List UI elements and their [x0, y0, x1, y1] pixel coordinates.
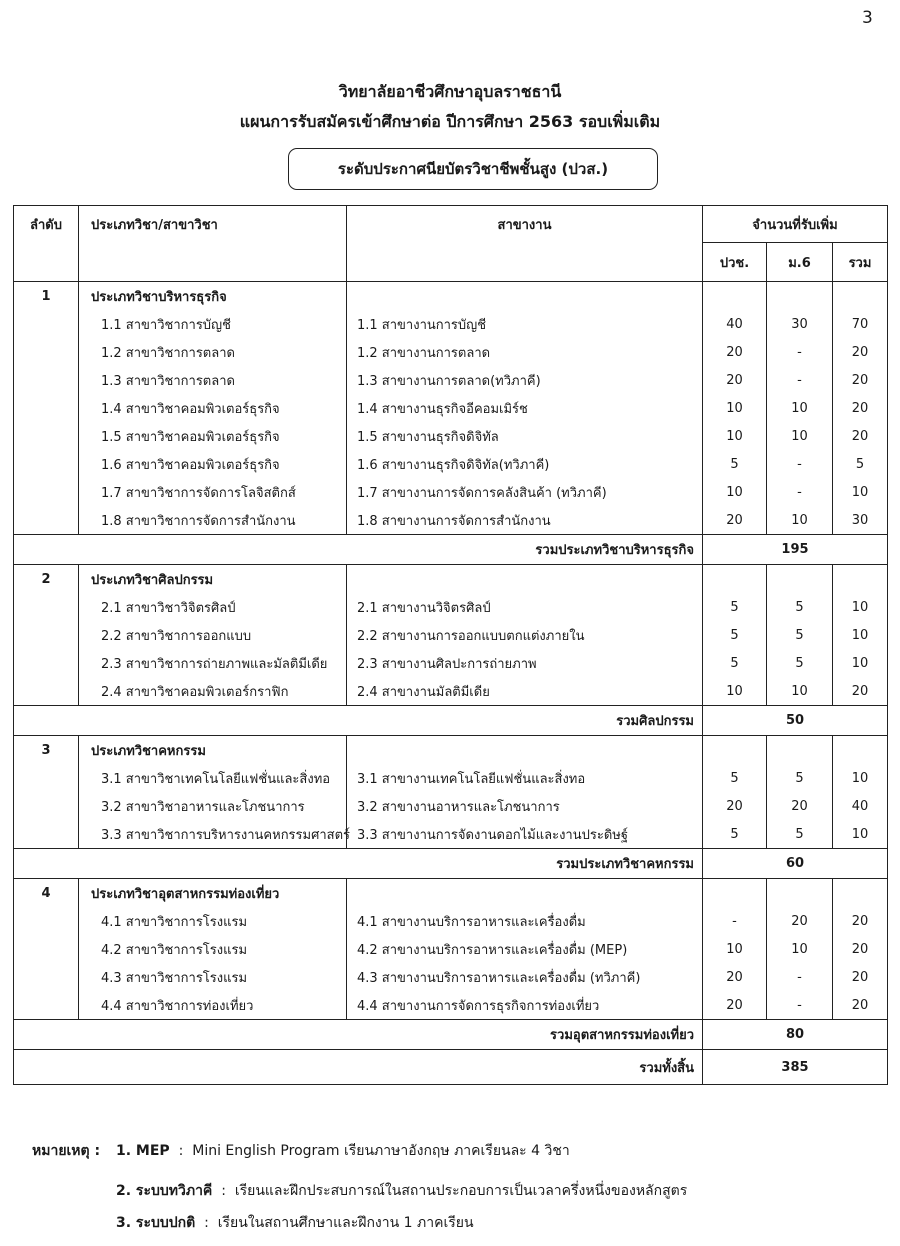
- program-name: 4.2 สาขาวิชาการโรงแรม: [101, 942, 248, 958]
- m6-count: -: [767, 991, 833, 1020]
- empty-cell: [14, 991, 79, 1020]
- admission-plan-table: [13, 205, 888, 1085]
- pvc-count: 10: [703, 478, 767, 506]
- level-box: [288, 148, 658, 190]
- pvc-count: 10: [703, 394, 767, 422]
- table-header-row: [14, 206, 888, 243]
- subtotal-value: 50: [703, 706, 888, 736]
- m6-count: -: [767, 478, 833, 506]
- note-sep: :: [221, 1183, 226, 1199]
- table-row: [14, 935, 888, 963]
- table-row: [14, 991, 888, 1020]
- empty-cell: [14, 506, 79, 535]
- subtotal-label: รวมศิลปกรรม: [14, 706, 703, 736]
- program-name: 1.7 สาขาวิชาการจัดการโลจิสติกส์: [101, 485, 296, 501]
- empty-cell: [14, 394, 79, 422]
- row-total: 10: [833, 593, 888, 621]
- empty-cell: [14, 310, 79, 338]
- empty-cell: [14, 621, 79, 649]
- empty-cell: [703, 282, 767, 311]
- m6-count: 10: [767, 677, 833, 706]
- note-sep: :: [204, 1215, 209, 1231]
- header-quota: จำนวนที่รับเพิ่ม: [703, 206, 888, 243]
- program-cell: [79, 366, 347, 394]
- category-row: [14, 565, 888, 594]
- m6-count: 10: [767, 394, 833, 422]
- table-row: [14, 621, 888, 649]
- pvc-count: 5: [703, 450, 767, 478]
- pvc-count: 5: [703, 649, 767, 677]
- table-row: [14, 792, 888, 820]
- table-row: [14, 506, 888, 535]
- branch-name: 1.3 สาขางานการตลาด(ทวิภาคี): [347, 366, 703, 394]
- program-cell: [79, 478, 347, 506]
- empty-cell: [14, 450, 79, 478]
- m6-count: -: [767, 338, 833, 366]
- empty-cell: [14, 935, 79, 963]
- pvc-count: 5: [703, 820, 767, 849]
- empty-cell: [14, 593, 79, 621]
- table-row: [14, 338, 888, 366]
- row-total: 20: [833, 338, 888, 366]
- branch-name: 2.2 สาขางานการออกแบบตกแต่งภายใน: [347, 621, 703, 649]
- pvc-count: 20: [703, 792, 767, 820]
- m6-count: 10: [767, 422, 833, 450]
- empty-cell: [14, 907, 79, 935]
- header-program: ประเภทวิชา/สาขาวิชา: [79, 206, 347, 282]
- empty-cell: [833, 282, 888, 311]
- note-key: 3. ระบบปกติ: [116, 1215, 196, 1231]
- table-row: [14, 677, 888, 706]
- branch-name: 1.6 สาขางานธุรกิจดิจิทัล(ทวิภาคี): [347, 450, 703, 478]
- program-cell: [79, 677, 347, 706]
- row-total: 10: [833, 764, 888, 792]
- header-pvc: ปวช.: [703, 243, 767, 282]
- note-key: 2. ระบบทวิภาคี: [116, 1183, 213, 1199]
- table-row: [14, 366, 888, 394]
- empty-cell: [14, 366, 79, 394]
- empty-cell: [833, 879, 888, 908]
- header-branch: สาขางาน: [347, 206, 703, 282]
- row-total: 70: [833, 310, 888, 338]
- row-total: 30: [833, 506, 888, 535]
- row-total: 10: [833, 478, 888, 506]
- row-total: 20: [833, 907, 888, 935]
- program-cell: [79, 935, 347, 963]
- table-row: [14, 310, 888, 338]
- page-number: 3: [862, 8, 873, 28]
- m6-count: 5: [767, 649, 833, 677]
- note-sep: :: [178, 1143, 184, 1159]
- program-cell: [79, 621, 347, 649]
- note-text: เรียนและฝึกประสบการณ์ในสถานประกอบการเป็นเวลาครึ่งหนึ่งของหลักสูตร: [234, 1183, 688, 1199]
- m6-count: 10: [767, 506, 833, 535]
- program-name: 1.1 สาขาวิชาการบัญชี: [101, 317, 231, 333]
- empty-cell: [14, 677, 79, 706]
- pvc-count: 10: [703, 935, 767, 963]
- note-text: เรียนในสถานศึกษาและฝึกงาน 1 ภาคเรียน: [217, 1215, 474, 1231]
- branch-name: 2.1 สาขางานวิจิตรศิลป์: [347, 593, 703, 621]
- plan-title: แผนการรับสมัครเข้าศึกษาต่อ ปีการศึกษา 2563 รอบเพิ่มเติม: [239, 112, 661, 131]
- row-total: 20: [833, 991, 888, 1020]
- table-row: [14, 764, 888, 792]
- row-total: 10: [833, 649, 888, 677]
- program-cell: [79, 593, 347, 621]
- table-row: [14, 963, 888, 991]
- branch-name: 4.4 สาขางานการจัดการธุรกิจการท่องเที่ยว: [347, 991, 703, 1020]
- branch-name: 2.3 สาขางานศิลปะการถ่ายภาพ: [347, 649, 703, 677]
- branch-name: 4.2 สาขางานบริการอาหารและเครื่องดื่ม (MEP): [347, 935, 703, 963]
- subtotal-value: 80: [703, 1020, 888, 1050]
- row-total: 10: [833, 621, 888, 649]
- category-row: [14, 879, 888, 908]
- program-cell: [79, 963, 347, 991]
- college-name: วิทยาลัยอาชีวศึกษาอุบลราชธานี: [338, 82, 562, 101]
- header-total: รวม: [833, 243, 888, 282]
- row-total: 20: [833, 394, 888, 422]
- category-number: 4: [14, 879, 79, 908]
- pvc-count: 5: [703, 764, 767, 792]
- pvc-count: -: [703, 907, 767, 935]
- program-cell: [79, 649, 347, 677]
- note-text: Mini English Program เรียนภาษาอังกฤษ ภาคเรียนละ 4 วิชา: [192, 1143, 570, 1159]
- program-name: 3.3 สาขาวิชาการบริหารงานคหกรรมศาสตร์: [101, 827, 351, 843]
- empty-cell: [14, 338, 79, 366]
- table-row: [14, 907, 888, 935]
- m6-count: 5: [767, 820, 833, 849]
- pvc-count: 10: [703, 422, 767, 450]
- subtotal-row: [14, 706, 888, 736]
- m6-count: 20: [767, 792, 833, 820]
- branch-name: 1.1 สาขางานการบัญชี: [347, 310, 703, 338]
- m6-count: 10: [767, 935, 833, 963]
- subtotal-label: รวมประเภทวิชาคหกรรม: [14, 849, 703, 879]
- empty-cell: [14, 422, 79, 450]
- category-name: ประเภทวิชาอุตสาหกรรมท่องเที่ยว: [79, 879, 347, 908]
- empty-cell: [14, 963, 79, 991]
- branch-name: 4.3 สาขางานบริการอาหารและเครื่องดื่ม (ทวิภาคี): [347, 963, 703, 991]
- m6-count: 5: [767, 621, 833, 649]
- empty-cell: [14, 649, 79, 677]
- category-row: [14, 736, 888, 765]
- table-row: [14, 820, 888, 849]
- note-item: [116, 1180, 687, 1202]
- branch-name: 3.3 สาขางานการจัดงานดอกไม้และงานประดิษฐ์: [347, 820, 703, 849]
- table-row: [14, 649, 888, 677]
- empty-cell: [833, 565, 888, 594]
- header-m6: ม.6: [767, 243, 833, 282]
- row-total: 20: [833, 366, 888, 394]
- row-total: 40: [833, 792, 888, 820]
- program-name: 1.5 สาขาวิชาคอมพิวเตอร์ธุรกิจ: [101, 429, 280, 445]
- table-row: [14, 394, 888, 422]
- branch-name: 1.8 สาขางานการจัดการสำนักงาน: [347, 506, 703, 535]
- row-total: 20: [833, 422, 888, 450]
- program-name: 2.2 สาขาวิชาการออกแบบ: [101, 628, 252, 644]
- empty-cell: [703, 879, 767, 908]
- m6-count: 5: [767, 593, 833, 621]
- program-name: 4.4 สาขาวิชาการท่องเที่ยว: [101, 998, 254, 1014]
- grand-total-label: รวมทั้งสิ้น: [14, 1050, 703, 1085]
- pvc-count: 10: [703, 677, 767, 706]
- program-cell: [79, 338, 347, 366]
- table-row: [14, 478, 888, 506]
- table-row: [14, 593, 888, 621]
- category-name: ประเภทวิชาบริหารธุรกิจ: [79, 282, 347, 311]
- grand-total-row: [14, 1050, 888, 1085]
- category-number: 3: [14, 736, 79, 765]
- grand-total-value: 385: [703, 1050, 888, 1085]
- pvc-count: 20: [703, 506, 767, 535]
- empty-cell: [347, 879, 703, 908]
- row-total: 10: [833, 820, 888, 849]
- row-total: 20: [833, 935, 888, 963]
- program-cell: [79, 506, 347, 535]
- row-total: 5: [833, 450, 888, 478]
- empty-cell: [347, 565, 703, 594]
- program-cell: [79, 820, 351, 849]
- branch-name: 1.4 สาขางานธุรกิจอีคอมเมิร์ช: [347, 394, 703, 422]
- empty-cell: [14, 478, 79, 506]
- table-row: [14, 422, 888, 450]
- empty-cell: [767, 282, 833, 311]
- subtotal-label: รวมประเภทวิชาบริหารธุรกิจ: [14, 535, 703, 565]
- m6-count: 5: [767, 764, 833, 792]
- empty-cell: [347, 736, 703, 765]
- program-name: 4.3 สาขาวิชาการโรงแรม: [101, 970, 248, 986]
- program-name: 2.4 สาขาวิชาคอมพิวเตอร์กราฟิก: [101, 684, 289, 700]
- program-name: 3.2 สาขาวิชาอาหารและโภชนาการ: [101, 799, 305, 815]
- empty-cell: [767, 879, 833, 908]
- m6-count: -: [767, 450, 833, 478]
- branch-name: 1.5 สาขางานธุรกิจดิจิทัล: [347, 422, 703, 450]
- program-name: 1.2 สาขาวิชาการตลาด: [101, 345, 235, 361]
- m6-count: 30: [767, 310, 833, 338]
- empty-cell: [14, 792, 79, 820]
- category-row: [14, 282, 888, 311]
- program-name: 1.8 สาขาวิชาการจัดการสำนักงาน: [101, 513, 296, 529]
- program-name: 1.6 สาขาวิชาคอมพิวเตอร์ธุรกิจ: [101, 457, 280, 473]
- program-cell: [79, 422, 347, 450]
- subtotal-value: 60: [703, 849, 888, 879]
- branch-name: 1.2 สาขางานการตลาด: [347, 338, 703, 366]
- empty-cell: [767, 565, 833, 594]
- m6-count: -: [767, 366, 833, 394]
- program-name: 2.1 สาขาวิชาวิจิตรศิลป์: [101, 600, 236, 616]
- subtotal-label: รวมอุตสาหกรรมท่องเที่ยว: [14, 1020, 703, 1050]
- header-no: ลำดับ: [14, 206, 79, 282]
- empty-cell: [833, 736, 888, 765]
- branch-name: 3.1 สาขางานเทคโนโลยีแฟชั่นและสิ่งทอ: [347, 764, 703, 792]
- program-name: 3.1 สาขาวิชาเทคโนโลยีแฟชั่นและสิ่งทอ: [101, 771, 331, 787]
- m6-count: 20: [767, 907, 833, 935]
- pvc-count: 20: [703, 338, 767, 366]
- row-total: 20: [833, 963, 888, 991]
- category-name: ประเภทวิชาศิลปกรรม: [79, 565, 347, 594]
- program-cell: [79, 450, 347, 478]
- subtotal-row: [14, 1020, 888, 1050]
- row-total: 20: [833, 677, 888, 706]
- program-name: 1.3 สาขาวิชาการตลาด: [101, 373, 235, 389]
- pvc-count: 5: [703, 621, 767, 649]
- program-cell: [79, 991, 347, 1020]
- notes-label: หมายเหตุ :: [32, 1143, 101, 1159]
- empty-cell: [703, 565, 767, 594]
- empty-cell: [14, 764, 79, 792]
- pvc-count: 40: [703, 310, 767, 338]
- program-cell: [79, 792, 347, 820]
- pvc-count: 5: [703, 593, 767, 621]
- program-cell: [79, 907, 347, 935]
- program-cell: [79, 764, 347, 792]
- branch-name: 4.1 สาขางานบริการอาหารและเครื่องดื่ม: [347, 907, 703, 935]
- note-key: 1. MEP: [116, 1143, 170, 1159]
- empty-cell: [703, 736, 767, 765]
- note-item: [116, 1212, 474, 1234]
- subtotal-row: [14, 535, 888, 565]
- category-name: ประเภทวิชาคหกรรม: [79, 736, 347, 765]
- category-number: 1: [14, 282, 79, 311]
- branch-name: 2.4 สาขางานมัลติมีเดีย: [347, 677, 703, 706]
- subtotal-value: 195: [703, 535, 888, 565]
- pvc-count: 20: [703, 963, 767, 991]
- branch-name: 3.2 สาขางานอาหารและโภชนาการ: [347, 792, 703, 820]
- program-name: 4.1 สาขาวิชาการโรงแรม: [101, 914, 248, 930]
- empty-cell: [347, 282, 703, 311]
- category-number: 2: [14, 565, 79, 594]
- program-cell: [79, 310, 347, 338]
- empty-cell: [14, 820, 79, 849]
- note-item: [116, 1140, 570, 1162]
- table-row: [14, 450, 888, 478]
- m6-count: -: [767, 963, 833, 991]
- empty-cell: [767, 736, 833, 765]
- program-cell: [79, 394, 347, 422]
- program-name: 2.3 สาขาวิชาการถ่ายภาพและมัลติมีเดีย: [101, 656, 328, 672]
- program-name: 1.4 สาขาวิชาคอมพิวเตอร์ธุรกิจ: [101, 401, 280, 417]
- subtotal-row: [14, 849, 888, 879]
- pvc-count: 20: [703, 991, 767, 1020]
- branch-name: 1.7 สาขางานการจัดการคลังสินค้า (ทวิภาคี): [347, 478, 703, 506]
- pvc-count: 20: [703, 366, 767, 394]
- level-label: ระดับประกาศนียบัตรวิชาชีพชั้นสูง (ปวส.): [337, 160, 609, 178]
